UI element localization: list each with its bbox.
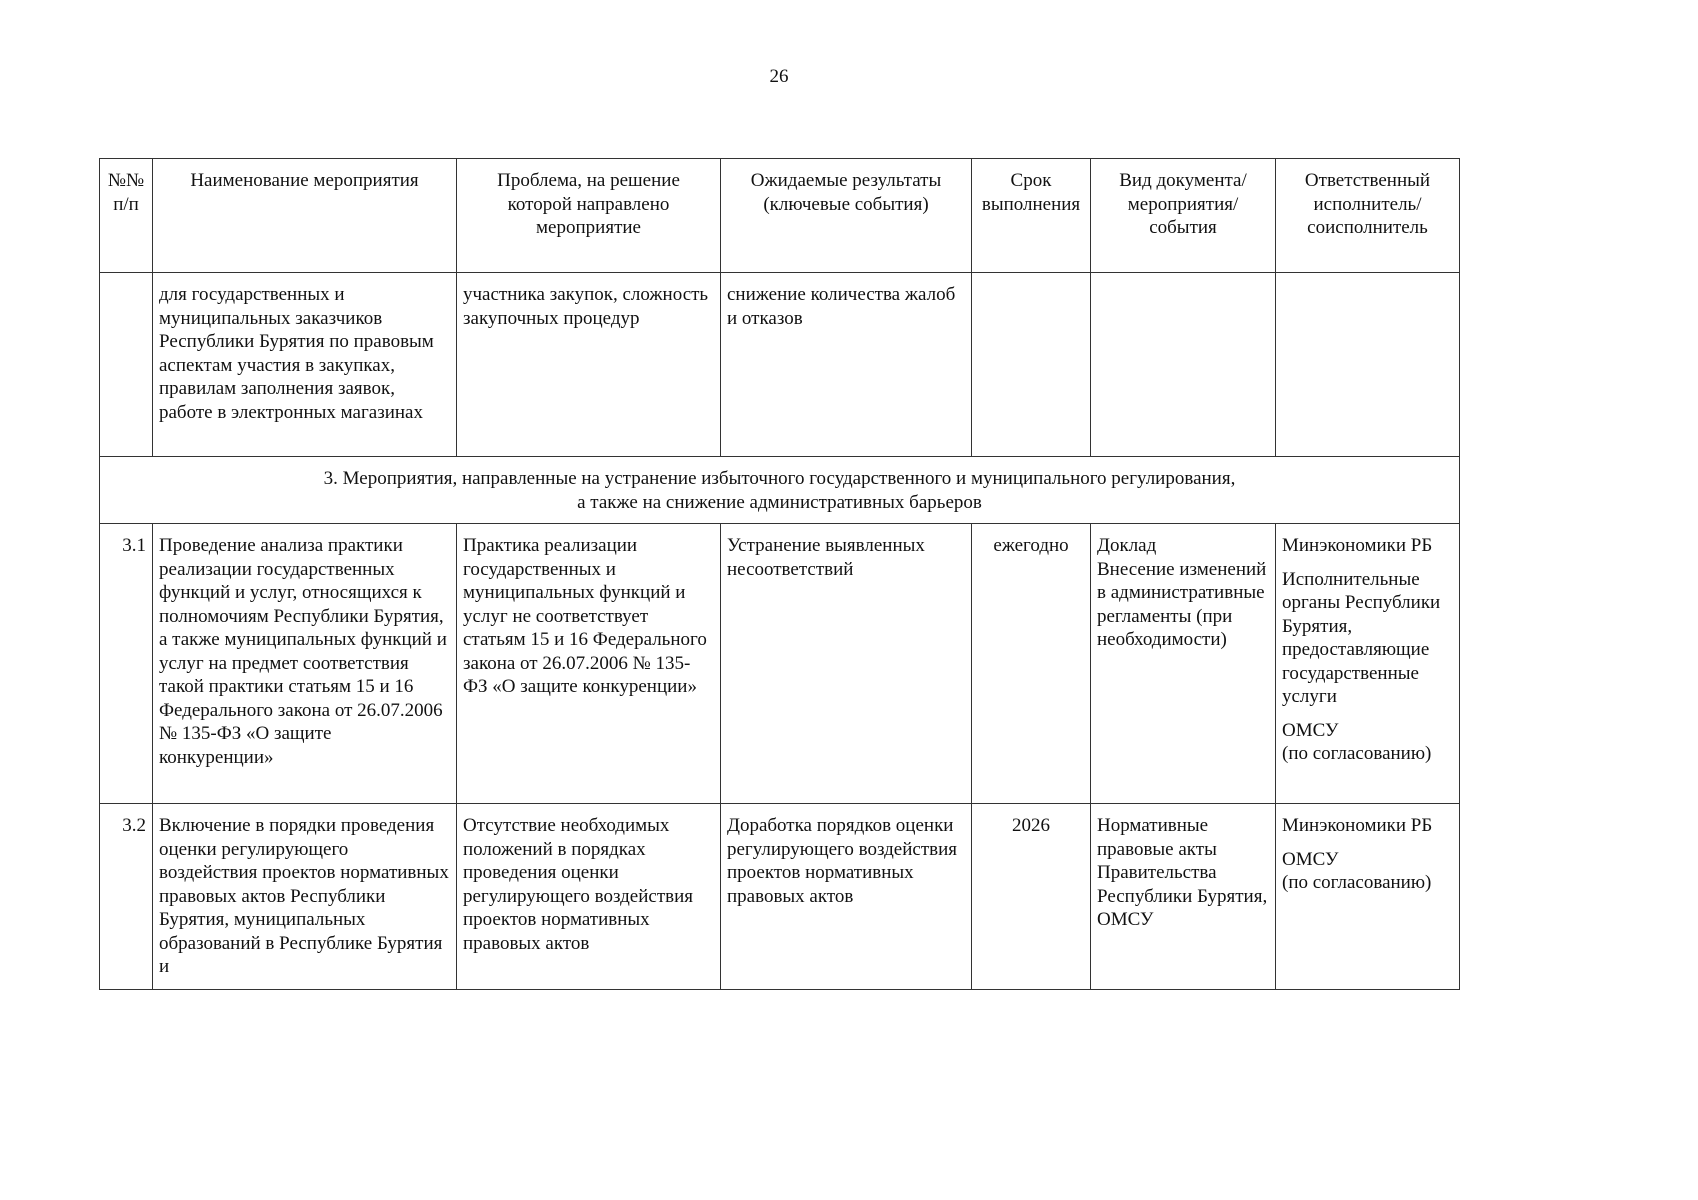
resp-line: ОМСУ	[1282, 848, 1339, 870]
cell-problem: Практика реализации государственных и муниципальных функций и услуг не соответствует статьям 15 и 16 Федерального закона от 26.07.2006 № 135-ФЗ «О защите конкуренции»	[457, 524, 721, 804]
cell-name: для государственных и муниципальных заказчиков Республики Бурятия по правовым аспектам участия в закупках, правилам заполнения заявок, работе в электронных магазинах	[153, 273, 457, 457]
cell-problem: Отсутствие необходимых положений в порядках проведения оценки регулирующего воздействия проектов нормативных правовых актов	[457, 804, 721, 990]
resp-line: ОМСУ	[1282, 719, 1339, 741]
doc-line: Доклад	[1097, 535, 1157, 556]
header-problem: Проблема, на решение которой направлено мероприятие	[457, 159, 721, 273]
cell-results: снижение количества жалоб и отказов	[721, 273, 972, 457]
header-doc: Вид документа/ мероприятия/ события	[1091, 159, 1276, 273]
section-heading-line-2: а также на снижение административных барьеров	[577, 491, 982, 513]
cell-resp	[1276, 273, 1460, 457]
resp-line: (по согласованию)	[1282, 743, 1432, 764]
resp-line: Минэкономики РБ	[1282, 815, 1433, 836]
cell-resp	[1276, 804, 1460, 990]
cell-results: Устранение выявленных несоответствий	[721, 524, 972, 804]
resp-line: Исполнительные органы Республики Бурятия, предоставляющие государственные услуги	[1282, 568, 1441, 707]
cell-term: ежегодно	[972, 524, 1091, 804]
cell-problem: участника закупок, сложность закупочных процедур	[457, 273, 721, 457]
header-name: Наименование мероприятия	[153, 159, 457, 273]
cell-num: 3.1	[100, 524, 153, 804]
cell-doc	[1091, 524, 1276, 804]
doc-line: Нормативные правовые акты Правительства Республики Бурятия, ОМСУ	[1097, 815, 1268, 930]
cell-doc	[1091, 804, 1276, 990]
section-heading-row	[100, 457, 1460, 524]
page-number: 26	[769, 66, 789, 87]
header-resp: Ответственный исполнитель/ соисполнитель	[1276, 159, 1460, 273]
cell-term	[972, 273, 1091, 457]
cell-term: 2026	[972, 804, 1091, 990]
table-row-continuation	[100, 273, 1460, 457]
table-row-3-1	[100, 524, 1460, 804]
cell-name: Включение в порядки проведения оценки регулирующего воздействия проектов нормативных правовых актов Республики Бурятия, муниципальных образований в Республике Бурятия и	[153, 804, 457, 990]
section-heading-line-1: 3. Мероприятия, направленные на устранение избыточного государственного и муниципального регулирования,	[323, 468, 1236, 489]
header-results: Ожидаемые результаты (ключевые события)	[721, 159, 972, 273]
header-num: №№ п/п	[100, 159, 153, 273]
resp-line: (по согласованию)	[1282, 872, 1432, 893]
table-header-row	[100, 159, 1460, 273]
table-row-3-2	[100, 804, 1460, 990]
action-plan-table	[99, 158, 1460, 990]
cell-resp	[1276, 524, 1460, 804]
header-term: Срок выполнения	[972, 159, 1091, 273]
section-heading	[100, 457, 1460, 524]
cell-name: Проведение анализа практики реализации государственных функций и услуг, относящихся к полномочиям Республики Бурятия, а также муниципальных функций и услуг на предмет соответствия такой практики статьям 15 и 16 Федерального закона от 26.07.2006 № 135-ФЗ «О защите конкуренции»	[153, 524, 457, 804]
cell-num: 3.2	[100, 804, 153, 990]
cell-results: Доработка порядков оценки регулирующего воздействия проектов нормативных правовых актов	[721, 804, 972, 990]
doc-line: Внесение изменений в административные регламенты (при необходимости)	[1097, 558, 1267, 650]
cell-num	[100, 273, 153, 457]
resp-line: Минэкономики РБ	[1282, 535, 1433, 556]
cell-doc	[1091, 273, 1276, 457]
